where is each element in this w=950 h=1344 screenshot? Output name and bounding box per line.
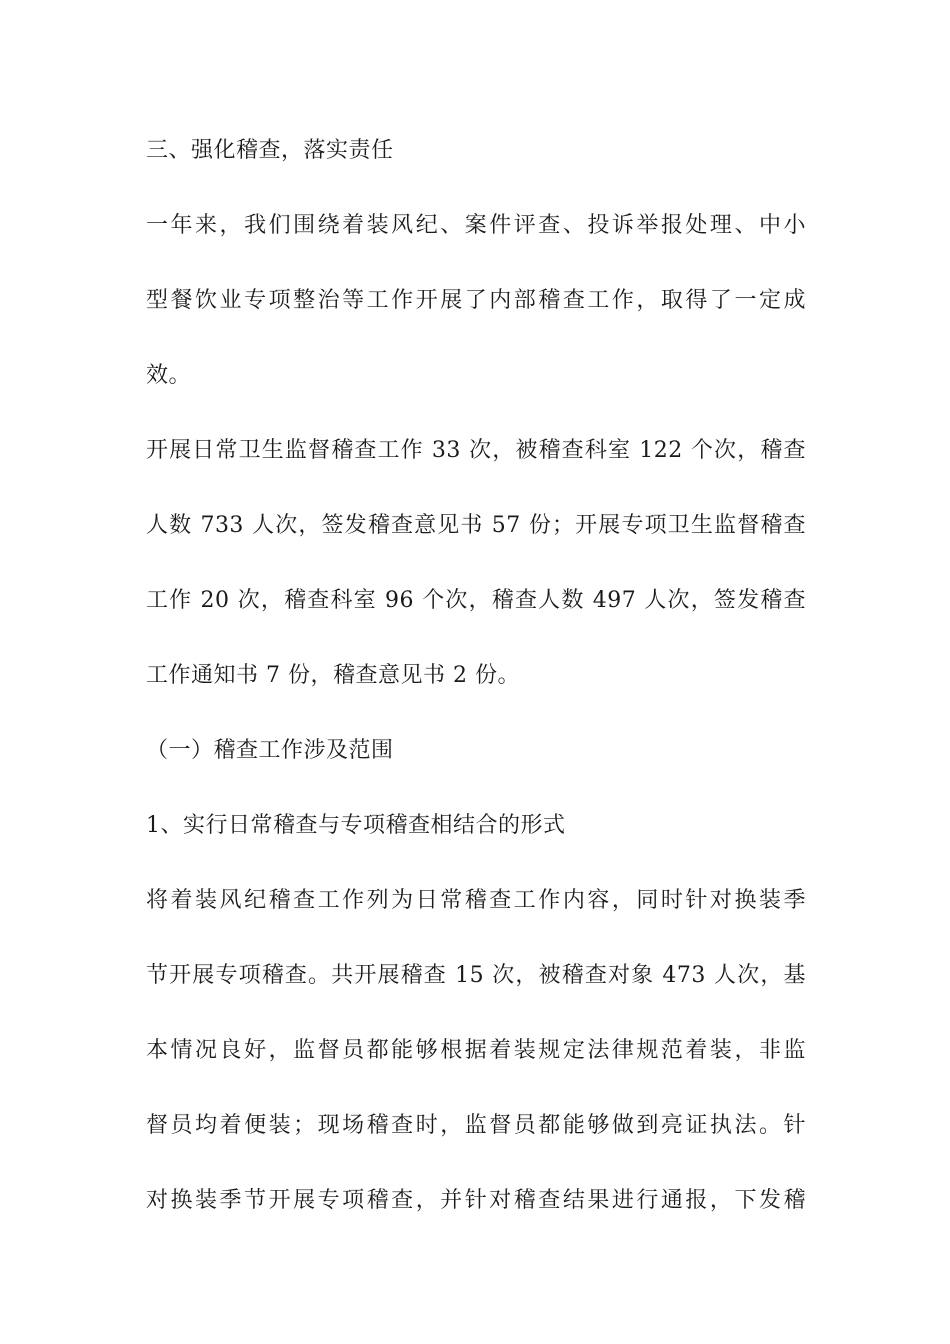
paragraph-line: 效。 xyxy=(146,363,192,388)
paragraph-line: 督员均着便装；现场稽查时，监督员都能够做到亮证执法。针 xyxy=(146,1113,806,1138)
item-heading: 1、实行日常稽查与专项稽查相结合的形式 xyxy=(146,813,566,838)
section-heading: 三、强化稽查，落实责任 xyxy=(146,138,394,163)
subsection-heading: （一）稽查工作涉及范围 xyxy=(146,738,394,763)
paragraph-line: 节开展专项稽查。共开展稽查 15 次，被稽查对象 473 人次，基 xyxy=(146,963,806,988)
paragraph-line: 开展日常卫生监督稽查工作 33 次，被稽查科室 122 个次，稽查 xyxy=(146,438,806,463)
paragraph-line: 本情况良好，监督员都能够根据着装规定法律规范着装，非监 xyxy=(146,1038,806,1063)
paragraph-line: 将着装风纪稽查工作列为日常稽查工作内容，同时针对换装季 xyxy=(146,888,806,913)
paragraph-line: 对换装季节开展专项稽查，并针对稽查结果进行通报，下发稽 xyxy=(146,1188,806,1213)
paragraph-line: 一年来，我们围绕着装风纪、案件评查、投诉举报处理、中小 xyxy=(146,213,806,238)
paragraph-line: 人数 733 人次，签发稽查意见书 57 份；开展专项卫生监督稽查 xyxy=(146,513,806,538)
paragraph-line: 工作 20 次，稽查科室 96 个次，稽查人数 497 人次，签发稽查 xyxy=(146,588,806,613)
paragraph-line: 工作通知书 7 份，稽查意见书 2 份。 xyxy=(146,663,520,688)
paragraph-line: 型餐饮业专项整治等工作开展了内部稽查工作，取得了一定成 xyxy=(146,288,806,313)
